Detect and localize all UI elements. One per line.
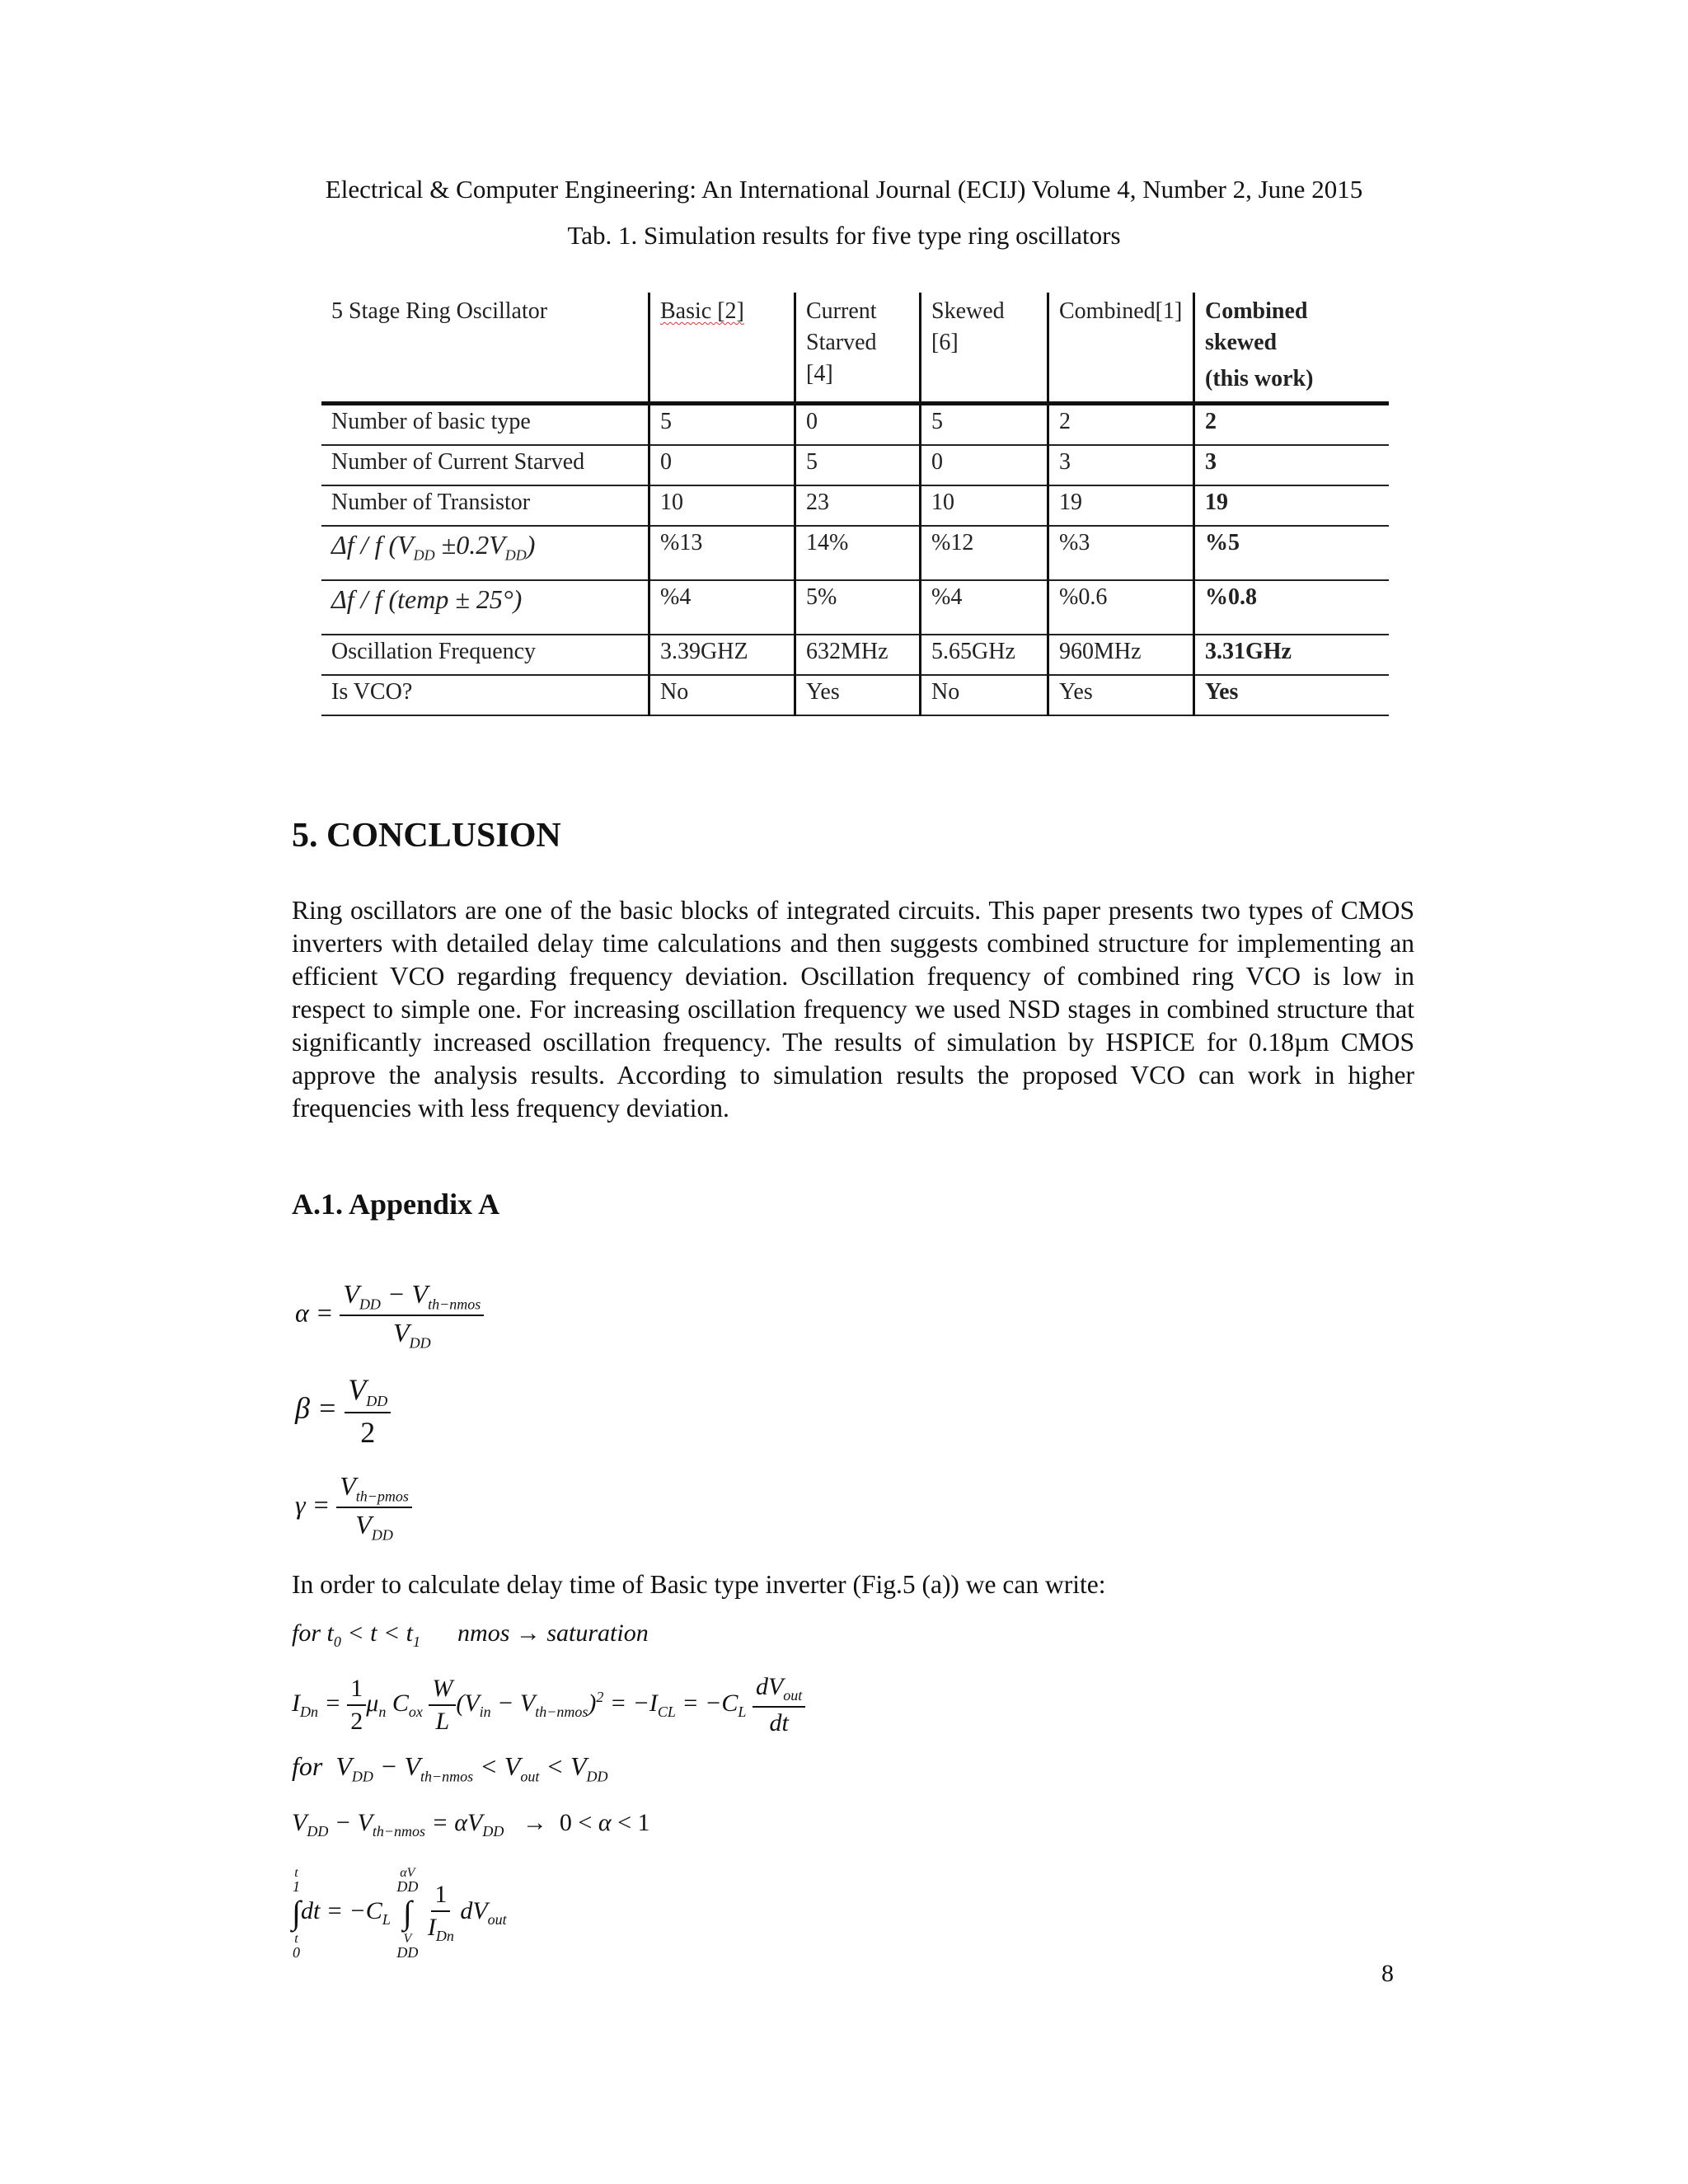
table-cell: %0.6	[1048, 580, 1194, 635]
appendix-heading: A.1. Appendix A	[292, 1188, 500, 1221]
table-row	[321, 580, 1389, 635]
table-cell: 14%	[795, 526, 921, 580]
table-cell: 3	[1048, 445, 1194, 485]
table-cell: 0	[795, 404, 921, 446]
table-cell: 0	[921, 445, 1048, 485]
table-cell: Yes	[1194, 675, 1390, 715]
table-cell: 960MHz	[1048, 635, 1194, 675]
table-cell: 3.39GHZ	[649, 635, 795, 675]
appendix-intro: In order to calculate delay time of Basic type inverter (Fig.5 (a)) we can write:	[292, 1570, 1106, 1599]
table-row	[321, 445, 1389, 485]
row-label: Number of Current Starved	[321, 445, 649, 485]
table-cell: 5	[921, 404, 1048, 446]
table-caption: Tab. 1. Simulation results for five type ring oscillators	[567, 221, 1121, 250]
table-cell: 5.65GHz	[921, 635, 1048, 675]
table-cell: %5	[1194, 526, 1390, 580]
col-header-cs-text: Current Starved [4]	[806, 298, 877, 387]
table-cell: Yes	[795, 675, 921, 715]
col-header-this-work: (this work)	[1205, 366, 1314, 391]
col-header-skewed	[921, 293, 1048, 404]
col-header-current-starved	[795, 293, 921, 404]
table-cell: 2	[1194, 404, 1390, 446]
table-cell: 0	[649, 445, 795, 485]
equation-alpha-vdd: $V_{DD} - V_{th-nmos} = \alpha V_{DD} \to 0 < \alpha < 1$	[292, 1809, 650, 1840]
table-cell: %12	[921, 526, 1048, 580]
section-heading: 5. CONCLUSION	[292, 817, 561, 855]
table-cell: %3	[1048, 526, 1194, 580]
table-cell: 632MHz	[795, 635, 921, 675]
equation-gamma: γ = $\frac{V_{th-pmos}}{V_{DD}}$	[295, 1471, 412, 1544]
table-row	[321, 635, 1389, 675]
equation-alpha: α = $\frac{V_{DD} - V_{th-nmos}}{V_{DD}}$	[295, 1279, 484, 1352]
table-cell: No	[649, 675, 795, 715]
table-cell: 23	[795, 485, 921, 526]
equation-integral: t 1 ∫ t 0 dt = $-C_L$ αV DD ∫ V DD $\frac{1}{I_{Dn}}$ $dV_{out}$	[292, 1866, 507, 1961]
table-cell: 3.31GHz	[1194, 635, 1390, 675]
table-cell: 10	[649, 485, 795, 526]
equation-interval: for $t_0 < t < t_1$ nmos → saturation	[292, 1619, 649, 1650]
table-cell: %0.8	[1194, 580, 1390, 635]
table-cell: %13	[649, 526, 795, 580]
table-cell: No	[921, 675, 1048, 715]
row-label: Number of basic type	[321, 404, 649, 446]
col-header-combined-skewed	[1194, 293, 1390, 404]
running-header: Electrical & Computer Engineering: An International Journal (ECIJ) Volume 4, Number 2, June 2015	[325, 175, 1363, 204]
row-label-temp-deviation: Δf / f (temp ± 25°)	[321, 580, 649, 635]
table-cell: 3	[1194, 445, 1390, 485]
table-cell: %4	[649, 580, 795, 635]
equation-beta: β = $\frac{V_{DD}}{2}$	[295, 1372, 391, 1450]
col-header-basic-text: Basic [2]	[660, 298, 744, 324]
row-label: Oscillation Frequency	[321, 635, 649, 675]
equation-vout-range: for $V_{DD} - V_{th-nmos} < V_{out} < V_{DD}$	[292, 1751, 608, 1785]
col-header-combined: Combined[1]	[1048, 293, 1194, 404]
results-table	[321, 293, 1389, 716]
row-label-vdd-deviation: Δf / f $(V_{DD} \pm 0.2V_{DD})$	[321, 526, 649, 580]
table-cell: 19	[1194, 485, 1390, 526]
table-cell: 10	[921, 485, 1048, 526]
table-row	[321, 485, 1389, 526]
table-cell: Yes	[1048, 675, 1194, 715]
conclusion-paragraph: Ring oscillators are one of the basic blocks of integrated circuits. This paper presents two types of CMOS inverters with detailed delay time calculations and then suggests combined structure for implementing an efficient VCO regarding frequency deviation. Oscillation frequency of combined ring VCO is low in respect to simple one. For increasing oscillation frequency we used NSD stages in combined structure that significantly increased oscillation frequency. The results of simulation by HSPICE for 0.18µm CMOS approve the analysis results. According to simulation results the proposed VCO can work in higher frequencies with less frequency deviation.	[292, 896, 1414, 1122]
table-cell: 5%	[795, 580, 921, 635]
equation-drain-current: $I_{Dn}$ = $\frac{1}{2}$ $\mu_n$ $C_{ox}$ $\frac{W}{L}$ $(V_{in} - V_{th-nmos})^2 = -I_{CL} = -C_L$ $\frac{dV_{out}}{dt}$	[292, 1673, 805, 1737]
table-cell: 19	[1048, 485, 1194, 526]
table-cell: %4	[921, 580, 1048, 635]
col-header-oscillator: 5 Stage Ring Oscillator	[321, 293, 649, 404]
col-header-basic	[649, 293, 795, 404]
table-cell: 5	[649, 404, 795, 446]
page-number: 8	[1381, 1960, 1394, 1987]
table-row	[321, 526, 1389, 580]
row-label: Is VCO?	[321, 675, 649, 715]
table-cell: 5	[795, 445, 921, 485]
table-cell: 2	[1048, 404, 1194, 446]
col-header-skewed-text: Skewed [6]	[931, 298, 1005, 355]
row-label: Number of Transistor	[321, 485, 649, 526]
col-header-cskew-text: Combined skewed	[1205, 298, 1308, 355]
table-row	[321, 675, 1389, 715]
table-row	[321, 404, 1389, 446]
